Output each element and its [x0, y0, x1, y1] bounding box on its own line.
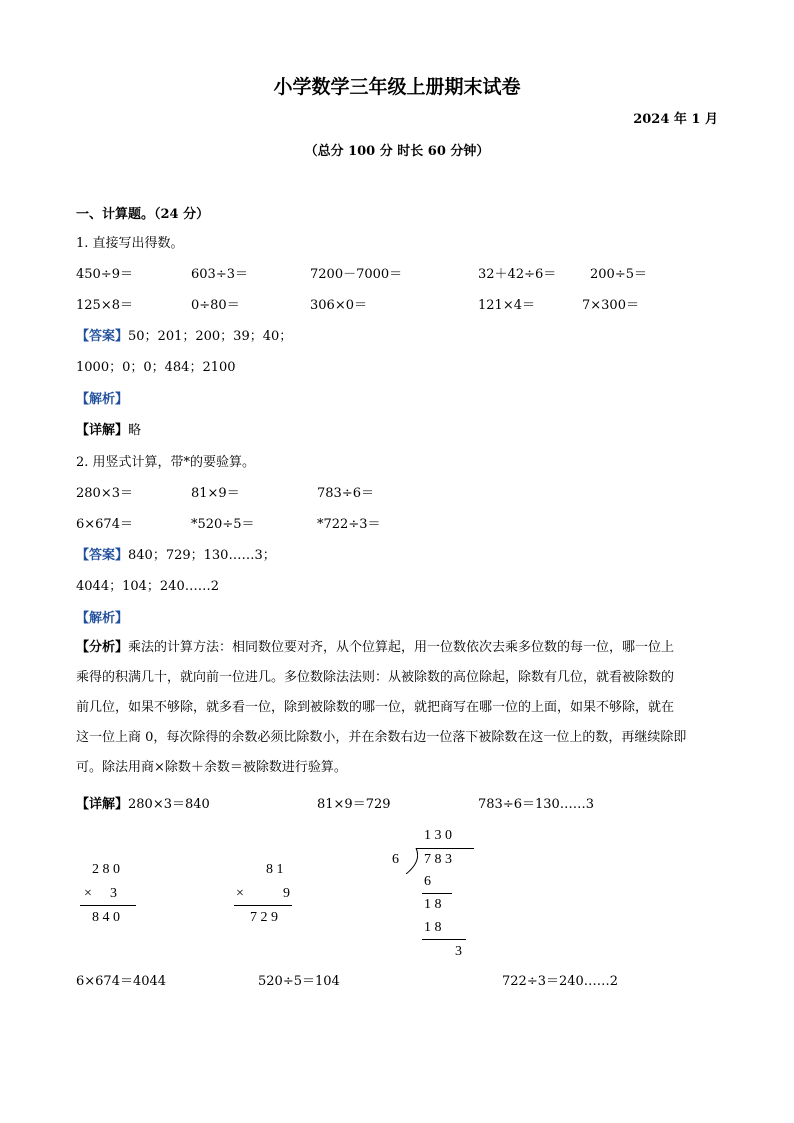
detail-text: 略	[128, 423, 142, 438]
q1-item: 7×300＝	[582, 298, 639, 313]
q1-item: 603÷3＝	[191, 267, 248, 282]
vc-result: 8 4 0	[92, 910, 120, 925]
fenxi-tag: 【分析】	[76, 640, 129, 655]
detail-eq: 520÷5＝104	[258, 974, 340, 989]
detail-eq: 722÷3＝240……2	[502, 974, 619, 989]
q2-item: 280×3＝	[76, 486, 133, 501]
answer-tag: 【答案】	[76, 548, 129, 563]
q2-answer	[76, 545, 276, 567]
answer-tag: 【答案】	[76, 329, 129, 344]
answer-text: 50；201；200；39；40；	[128, 329, 293, 344]
vc-multiplier: 3	[110, 886, 117, 901]
vc-top: 2 8 0	[92, 862, 120, 877]
q1-item: 121×4＝	[478, 298, 535, 313]
q2-item: 783÷6＝	[317, 486, 374, 501]
q1-answer-line2: 1000；0；0；484；2100	[76, 360, 236, 375]
q1-prompt: 1. 直接写出得数。	[76, 236, 184, 251]
analysis-tag: 【解析】	[76, 611, 129, 626]
analysis-line: 乘得的积满几十，就向前一位进几。多位数除法法则：从被除数的高位除起，除数有几位，就看被除数的	[76, 670, 675, 685]
page-title: 小学数学三年级上册期末试卷	[273, 76, 521, 98]
q1-answer	[76, 326, 292, 348]
vc-divisor: 6	[392, 852, 399, 867]
vc-division-bracket	[402, 848, 418, 874]
analysis-line: 可。除法用商×除数＋余数＝被除数进行验算。	[76, 760, 347, 775]
detail-eq: 783÷6＝130……3	[478, 797, 595, 812]
q2-item: 6×674＝	[76, 517, 133, 532]
vc-step: 1 8	[424, 920, 442, 935]
detail-eq: 6×674＝4044	[76, 974, 167, 989]
q1-item: 0÷80＝	[191, 298, 240, 313]
vc-dividend: 7 8 3	[424, 852, 452, 867]
vc-rule	[234, 905, 292, 906]
q1-item: 125×8＝	[76, 298, 133, 313]
q2-prompt: 2. 用竖式计算，带*的要验算。	[76, 455, 256, 470]
vc-rule	[422, 893, 452, 894]
vc-step: 6	[424, 874, 431, 889]
detail-tag: 【详解】	[76, 423, 129, 438]
vc-result: 7 2 9	[250, 910, 278, 925]
answer-text: 840；729；130……3；	[128, 548, 276, 563]
analysis-line: 这一位上商 0，每次除得的余数必须比除数小，并在余数右边一位落下被除数在这一位上的数，再继续除即	[76, 730, 687, 745]
vc-rule	[80, 905, 136, 906]
q1-item: 7200－7000＝	[310, 267, 403, 282]
q1-item: 32＋42÷6＝	[478, 267, 557, 282]
analysis-line: 【分析】乘法的计算方法：相同数位要对齐，从个位算起，用一位数依次去乘多位数的每一位，哪一位上	[76, 640, 675, 655]
vc-multiplier: 9	[283, 886, 290, 901]
analysis-line: 前几位，如果不够除，就多看一位，除到被除数的哪一位，就把商写在哪一位的上面，如果不够除，就在	[76, 700, 675, 715]
vc-top: 8 1	[266, 862, 284, 877]
analysis-paragraph	[76, 633, 724, 783]
q1-item: 450÷9＝	[76, 267, 133, 282]
exam-date: 2024 年 1 月	[633, 112, 718, 127]
q2-item: 81×9＝	[191, 486, 240, 501]
vc-quotient: 1 3 0	[424, 828, 452, 843]
q2-item: *520÷5＝	[191, 517, 255, 532]
exam-subtitle: （总分 100 分 时长 60 分钟）	[304, 144, 490, 159]
vc-remainder: 3	[455, 944, 462, 959]
vc-step: 1 8	[424, 897, 442, 912]
q2-item: *722÷3＝	[317, 517, 381, 532]
q1-item: 306×0＝	[310, 298, 367, 313]
vc-rule	[422, 939, 466, 940]
analysis-tag: 【解析】	[76, 392, 129, 407]
q2-detail-line1	[76, 794, 210, 816]
vc-operator: ×	[236, 886, 244, 901]
detail-eq: 280×3＝840	[128, 797, 210, 812]
detail-tag: 【详解】	[76, 797, 129, 812]
section-heading: 一、计算题。（24 分）	[76, 207, 210, 222]
q2-answer-line2: 4044；104；240……2	[76, 579, 219, 594]
vc-operator: ×	[84, 886, 92, 901]
detail-eq: 81×9＝729	[317, 797, 391, 812]
q1-detail	[76, 420, 141, 442]
vc-division-bar	[416, 848, 474, 849]
q1-item: 200÷5＝	[590, 267, 647, 282]
